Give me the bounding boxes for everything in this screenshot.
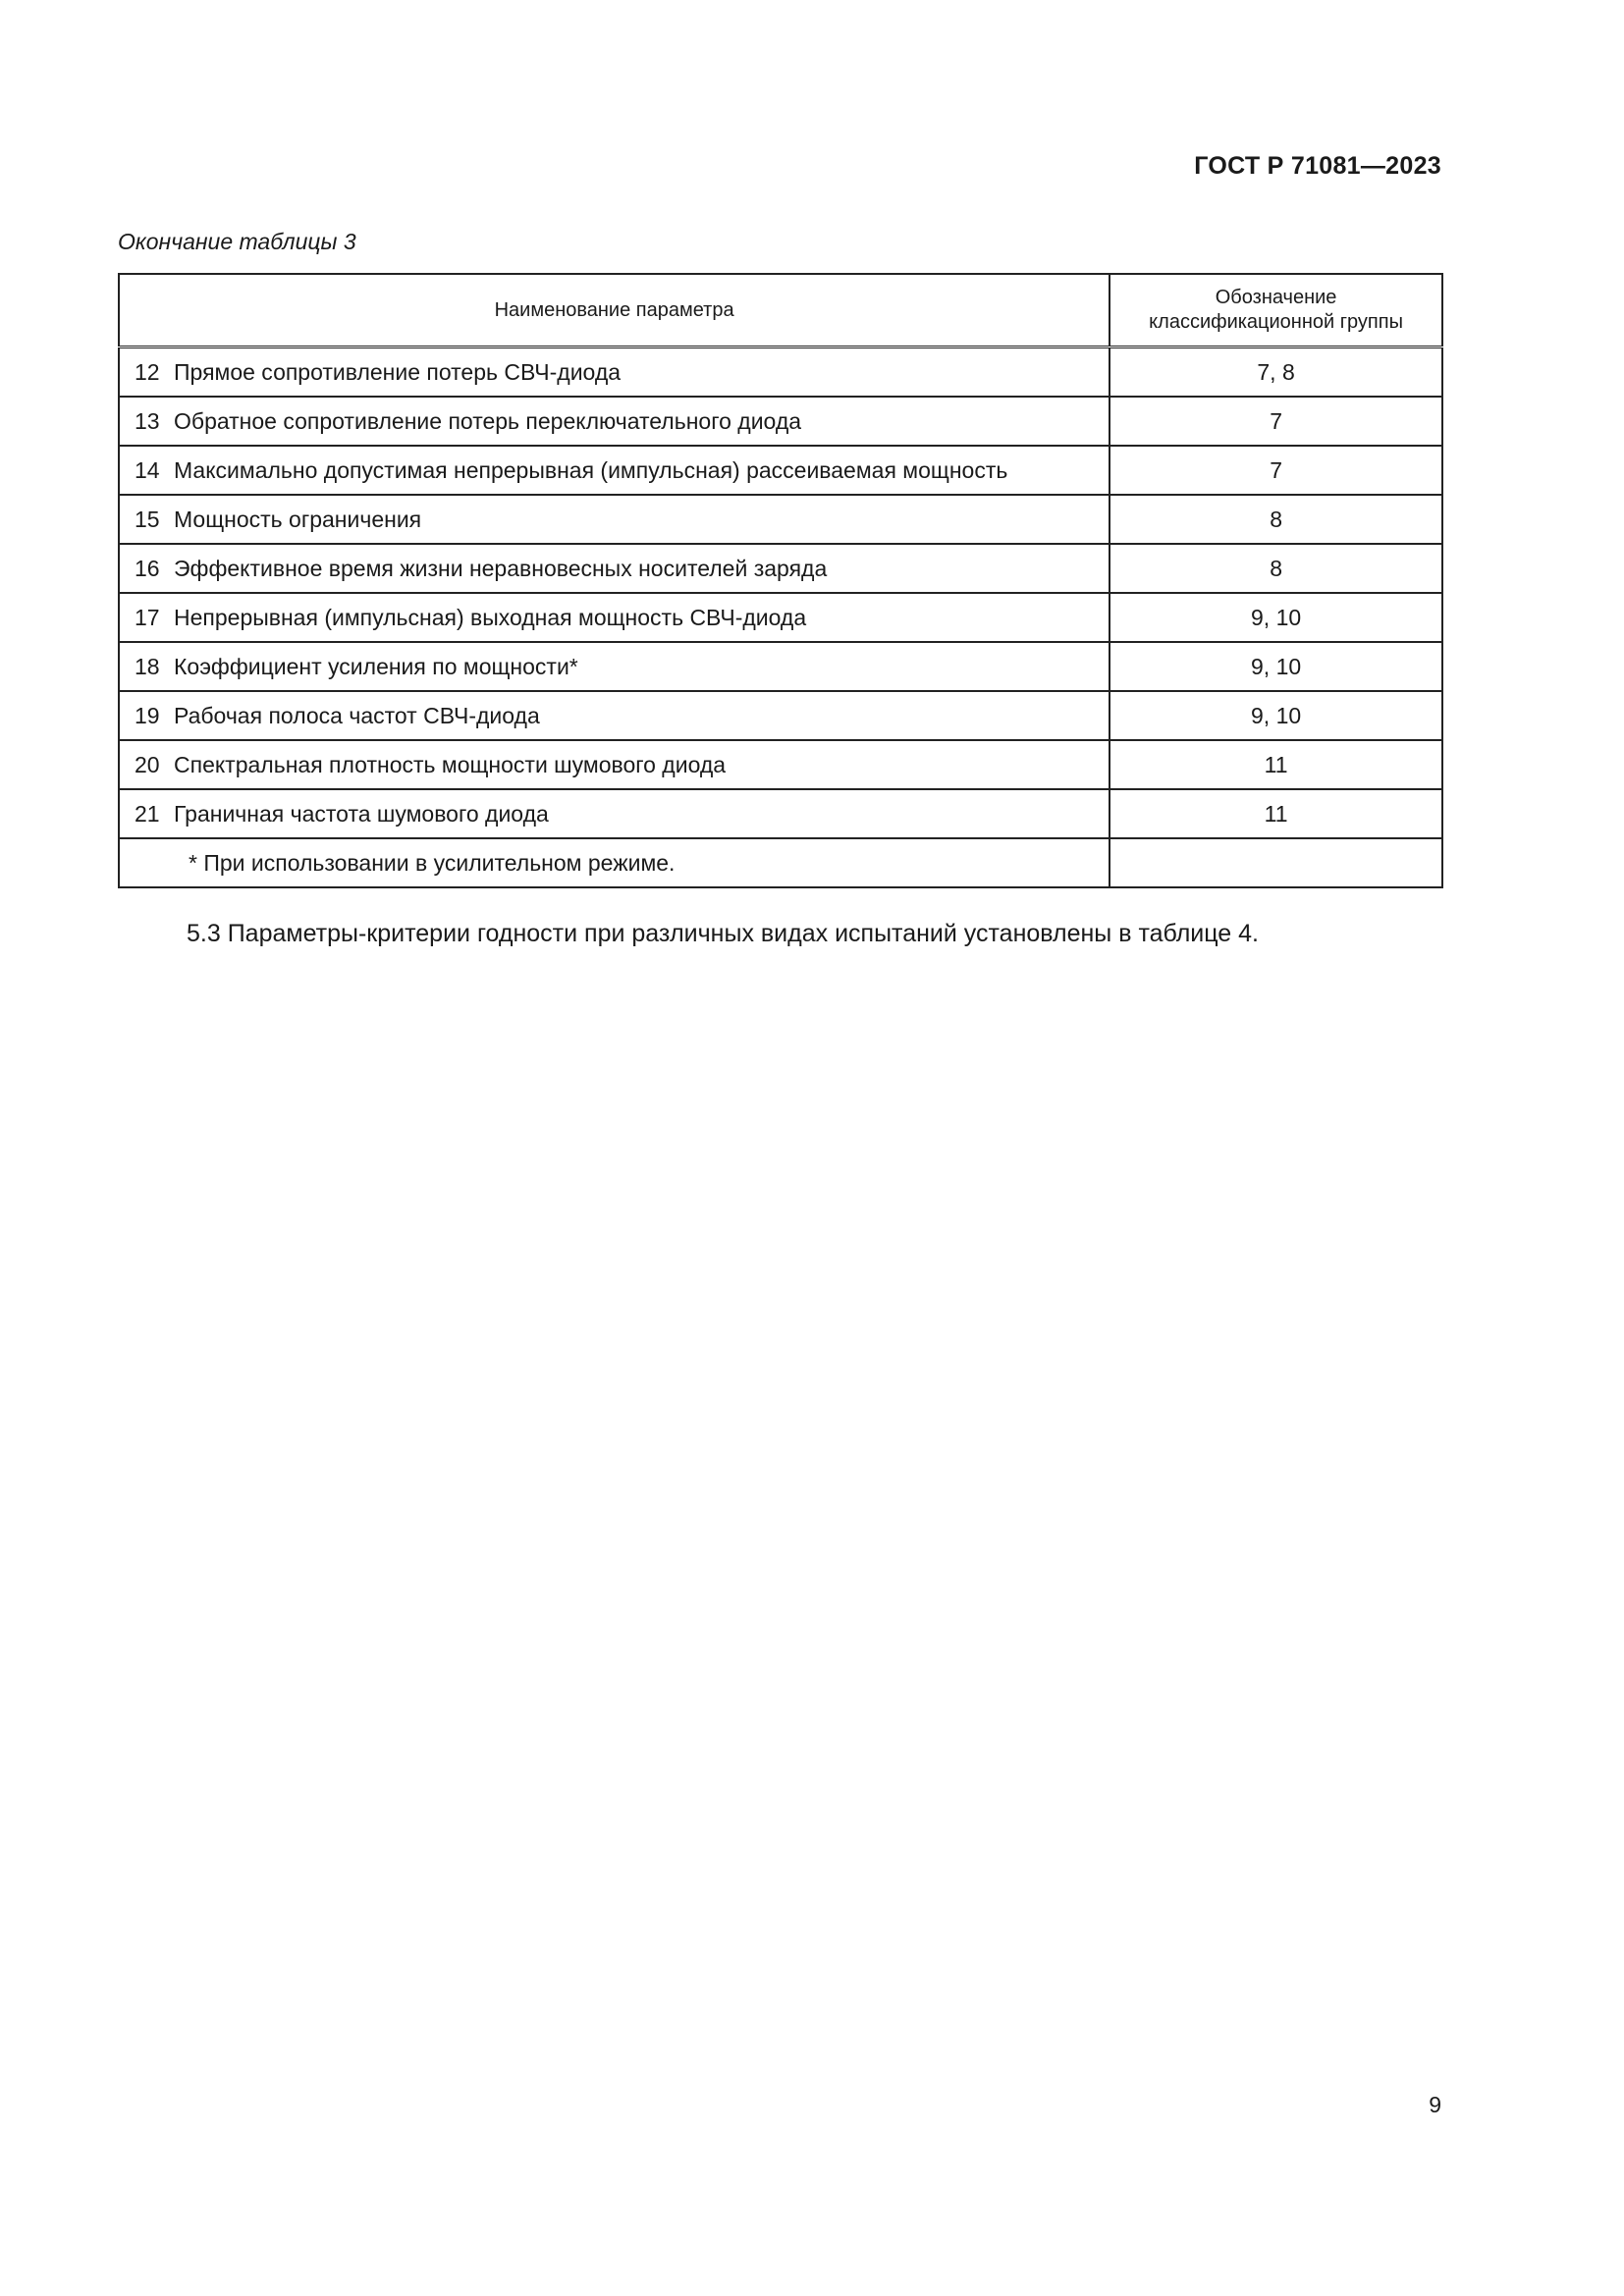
group-cell: 7 — [1110, 446, 1442, 495]
table-caption: Окончание таблицы 3 — [118, 229, 356, 254]
table-row — [119, 642, 1442, 691]
table-row — [119, 740, 1442, 789]
document-code: ГОСТ Р 71081—2023 — [1194, 152, 1441, 180]
parameter-name: Обратное сопротивление потерь переключательного диода — [174, 407, 802, 434]
row-number: 14 — [135, 456, 160, 483]
parameter-name-cell — [119, 642, 1110, 691]
group-cell: 11 — [1110, 789, 1442, 838]
group-cell: 11 — [1110, 740, 1442, 789]
parameter-name-cell — [119, 495, 1110, 544]
parameter-name: Рабочая полоса частот СВЧ-диода — [174, 702, 540, 728]
group-cell: 7, 8 — [1110, 347, 1442, 398]
row-number: 18 — [135, 653, 160, 679]
parameter-name-cell — [119, 446, 1110, 495]
parameters-table — [118, 273, 1443, 888]
row-number: 13 — [135, 407, 160, 434]
parameter-name: Непрерывная (импульсная) выходная мощность СВЧ-диода — [174, 604, 807, 630]
empty-group-cell — [1110, 838, 1442, 887]
parameter-name: Прямое сопротивление потерь СВЧ-диода — [174, 358, 622, 385]
column-header-group-line2: классификационной группы — [1149, 311, 1403, 333]
parameter-name-cell — [119, 347, 1110, 398]
row-number: 16 — [135, 555, 160, 581]
table-row — [119, 347, 1442, 398]
page-number: 9 — [1429, 2092, 1441, 2117]
table-row — [119, 691, 1442, 740]
parameter-name: Мощность ограничения — [174, 506, 422, 532]
row-number: 21 — [135, 800, 160, 827]
row-number: 17 — [135, 604, 160, 630]
parameter-name: Спектральная плотность мощности шумового диода — [174, 751, 727, 777]
table-row — [119, 593, 1442, 642]
column-header-group — [1110, 274, 1442, 347]
parameter-name-cell — [119, 740, 1110, 789]
table-row — [119, 544, 1442, 593]
table-row — [119, 495, 1442, 544]
table-header-row — [119, 274, 1442, 347]
table-footnote: * При использовании в усилительном режиме. — [119, 838, 1110, 887]
parameter-name-cell — [119, 789, 1110, 838]
group-cell: 8 — [1110, 544, 1442, 593]
row-number: 15 — [135, 506, 160, 532]
row-number: 12 — [135, 358, 160, 385]
parameter-name-cell — [119, 691, 1110, 740]
table-row — [119, 397, 1442, 446]
parameter-name: Эффективное время жизни неравновесных носителей заряда — [174, 555, 828, 581]
body-paragraph: 5.3 Параметры-критерии годности при различных видах испытаний установлены в таблице 4. — [187, 920, 1260, 947]
parameter-name: Коэффициент усиления по мощности* — [174, 653, 578, 679]
group-cell: 8 — [1110, 495, 1442, 544]
group-cell: 9, 10 — [1110, 642, 1442, 691]
table-row — [119, 789, 1442, 838]
parameter-name: Максимально допустимая непрерывная (импульсная) рассеиваемая мощность — [174, 456, 1008, 483]
table-row — [119, 446, 1442, 495]
group-cell: 9, 10 — [1110, 593, 1442, 642]
group-cell: 7 — [1110, 397, 1442, 446]
column-header-name: Наименование параметра — [119, 274, 1110, 347]
row-number: 20 — [135, 751, 160, 777]
column-header-group-line1: Обозначение — [1215, 287, 1337, 308]
parameter-name-cell — [119, 593, 1110, 642]
parameter-name-cell — [119, 397, 1110, 446]
parameter-name: Граничная частота шумового диода — [174, 800, 549, 827]
table-footnote-row — [119, 838, 1442, 887]
parameter-name-cell — [119, 544, 1110, 593]
group-cell: 9, 10 — [1110, 691, 1442, 740]
row-number: 19 — [135, 702, 160, 728]
